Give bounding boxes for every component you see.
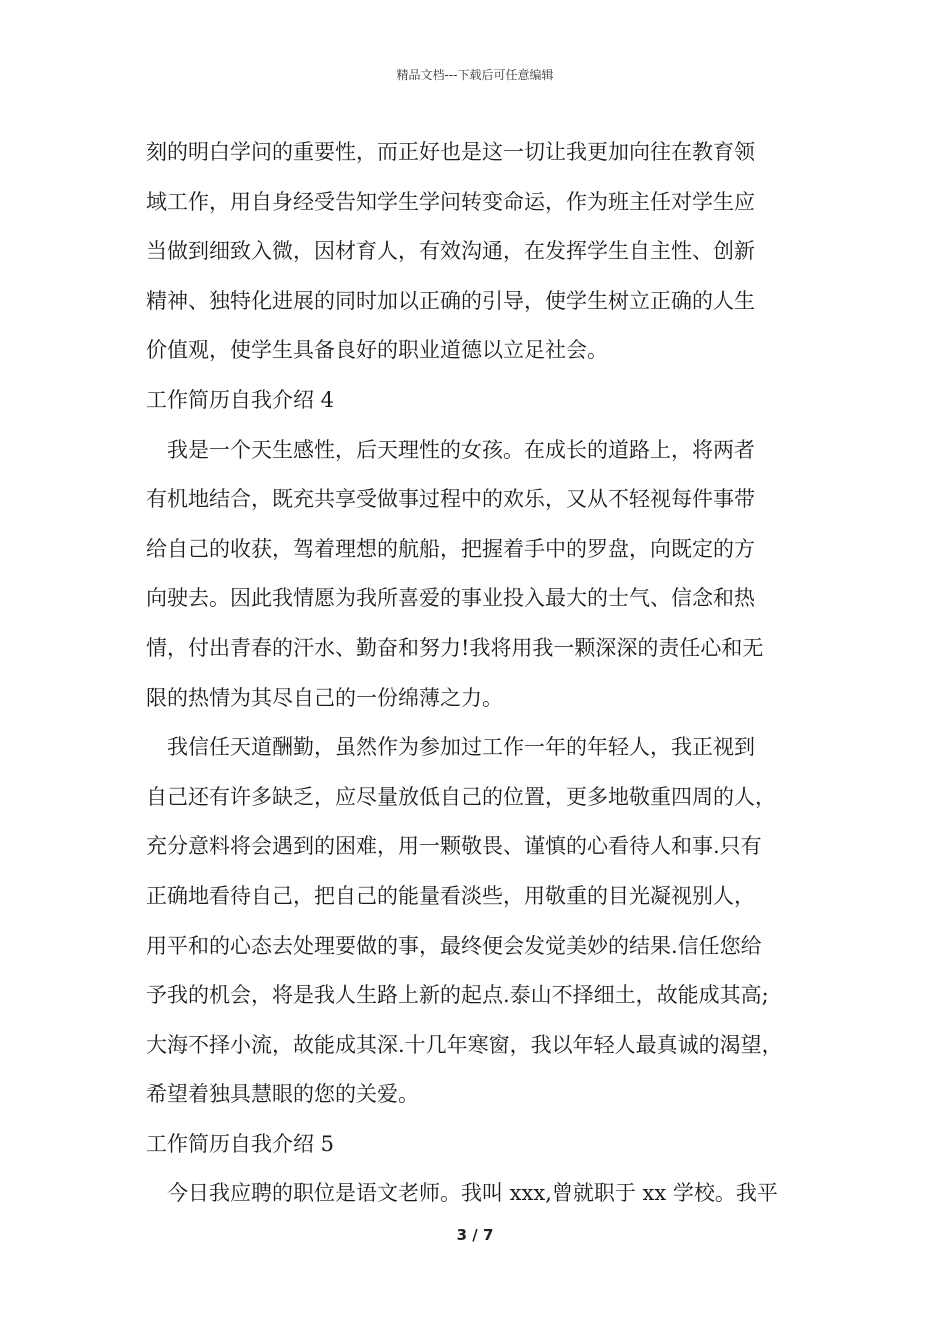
page-header: 精品文档---下载后可任意编辑 (396, 68, 554, 82)
section-heading: 工作简历自我介绍 4 (146, 387, 335, 412)
section-heading: 工作简历自我介绍 5 (146, 1131, 335, 1156)
text-line: 正确地看待自己，把自己的能量看淡些，用敬重的目光凝视别人， (146, 883, 755, 908)
text-line: 精神、独特化进展的同时加以正确的引导，使学生树立正确的人生 (146, 288, 755, 313)
text-line: 予我的机会，将是我人生路上新的起点.泰山不择细土，故能成其高; (146, 983, 769, 1008)
text-line: 刻的明白学问的重要性，而正好也是这一切让我更加向往在教育领 (146, 140, 755, 164)
text-line: 限的热情为其尽自己的一份绵薄之力。 (146, 685, 503, 710)
text-line: 情，付出青春的汗水、勤奋和努力!我将用我一颗深深的责任心和无 (146, 635, 764, 660)
page-number: 3 / 7 (456, 1226, 494, 1244)
text-line: 当做到细致入微，因材育人，有效沟通，在发挥学生自主性、创新 (146, 239, 755, 264)
text-line: 充分意料将会遇到的困难，用一颗敬畏、谨慎的心看待人和事.只有 (146, 834, 762, 859)
document-body (146, 128, 816, 1219)
text-line: 价值观，使学生具备良好的职业道德以立足社会。 (146, 338, 608, 363)
text-line: 我信任天道酬勤，虽然作为参加过工作一年的年轻人，我正视到 (167, 735, 755, 760)
text-line: 有机地结合，既充共享受做事过程中的欢乐，又从不轻视每件事带 (146, 487, 755, 512)
text-line: 希望着独具慧眼的您的关爱。 (146, 1082, 419, 1107)
text-line: 用平和的心态去处理要做的事，最终便会发觉美妙的结果.信任您给 (146, 933, 762, 958)
text-line: 给自己的收获，驾着理想的航船，把握着手中的罗盘，向既定的方 (146, 536, 755, 561)
text-line: 域工作，用自身经受告知学生学问转变命运，作为班主任对学生应 (146, 189, 755, 214)
text-line: 向驶去。因此我情愿为我所喜爱的事业投入最大的士气、信念和热 (146, 586, 755, 611)
text-line: 大海不择小流，故能成其深.十几年寒窗，我以年轻人最真诚的渴望， (146, 1032, 783, 1057)
text-line: 自己还有许多缺乏，应尽量放低自己的位置，更多地敬重四周的人， (146, 784, 776, 809)
text-line: 今日我应聘的职位是语文老师。我叫 xxx,曾就职于 xx 学校。我平 (167, 1181, 778, 1206)
text-line: 我是一个天生感性，后天理性的女孩。在成长的道路上，将两者 (167, 437, 755, 462)
